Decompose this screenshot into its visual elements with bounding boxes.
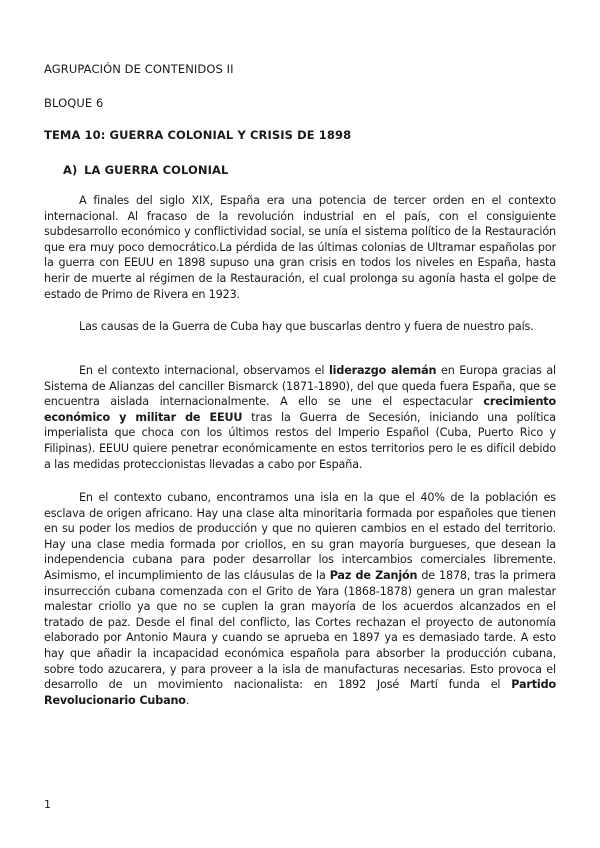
paragraph-cuban-context [44,490,556,708]
paragraph-international-context [44,363,556,472]
bold-term-german-leadership: liderazgo alemán [328,364,437,377]
page-number: 1 [44,798,51,811]
text-run: de 1878, tras la primera insurrección cubana comenzada con el Grito de Yara (1868-1878) genera un gran malestar malestar criollo ya que no se cuplen la gran mayoría de los acuerdos alcanzados en el tratado de paz. Desde el final del conflicto, las Cortes rechazan el proyecto de autonomía elaborado por Antonio Maura y cuando se aprueba en 1897 ya es demasiado tarde. A esto hay que añadir la incapacidad económica española para absorber la producción cubana, sobre todo azucarera, y para proveer a la isla de manufacturas necesarias. Esto provoca el desarrollo de un movimiento nacionalista: en 1892 José Martí funda el [44,568,556,692]
section-marker: A) [63,163,78,177]
text-run: En el contexto internacional, observamos el [79,364,329,377]
text-run: en Europa gracias al Sistema de Alianzas del canciller Bismarck (1871-1890), del que queda fuera España, que se encuentra aislada internacionalmente. A ello se une el espectacular [44,364,557,409]
paragraph-causes: Las causas de la Guerra de Cuba hay que buscarlas dentro y fuera de nuestro país. [79,320,534,333]
bold-term-zanjon-peace: Paz de Zanjón [329,568,418,582]
text-run: . [185,693,190,707]
block-heading: BLOQUE 6 [44,96,104,110]
paragraph-intro: A finales del siglo XIX, España era una potencia de tercer orden en el contexto internacional. Al fracaso de la revolución industrial en el país, con el consiguiente subdesarrollo económico y conflictividad social, se unía el sistema político de la Restauración que era muy poco democrático.La pérdida de las últimas colonias de Ultramar españolas por la guerra con EEUU en 1898 supuso una gran crisis en todos los niveles en España, hasta herir de muerte al régimen de la Restauración, el cual prolonga su agonía hasta el golpe de estado de Primo de Rivera en 1923. [44,194,556,301]
bold-term-cuban-party: Partido Revolucionario Cubano [44,678,556,707]
text-run: En el contexto cubano, encontramos una isla en la que el 40% de la población es esclava de origen africano. Hay una clase alta minoritaria formada por españoles que tienen en su poder los medios de producción y que no quieren cambios en el estado del territorio. Hay una clase media formada por criollos, en su gran mayoría burgueses, que desean la independencia cubana para poder desarrollar los intercambios comerciales libremente. Asimismo, el incumplimiento de las cláusulas de la [44,491,556,582]
section-title: LA GUERRA COLONIAL [84,163,229,177]
bold-term-us-growth: crecimiento económico y militar de EEUU [44,395,556,424]
theme-title: TEMA 10: GUERRA COLONIAL Y CRISIS DE 1898 [44,128,352,142]
section-heading [63,163,228,177]
text-run: tras la Guerra de Secesión, iniciando una política imperialista que choca con los últimos restos del Imperio Español (Cuba, Puerto Rico y Filipinas). EEUU quiere penetrar económicamente en estos territorios pero le es difícil debido a las medidas proteccionistas llevadas a cabo por España. [44,410,556,471]
content-group-heading: AGRUPACIÓN DE CONTENIDOS II [44,62,234,76]
